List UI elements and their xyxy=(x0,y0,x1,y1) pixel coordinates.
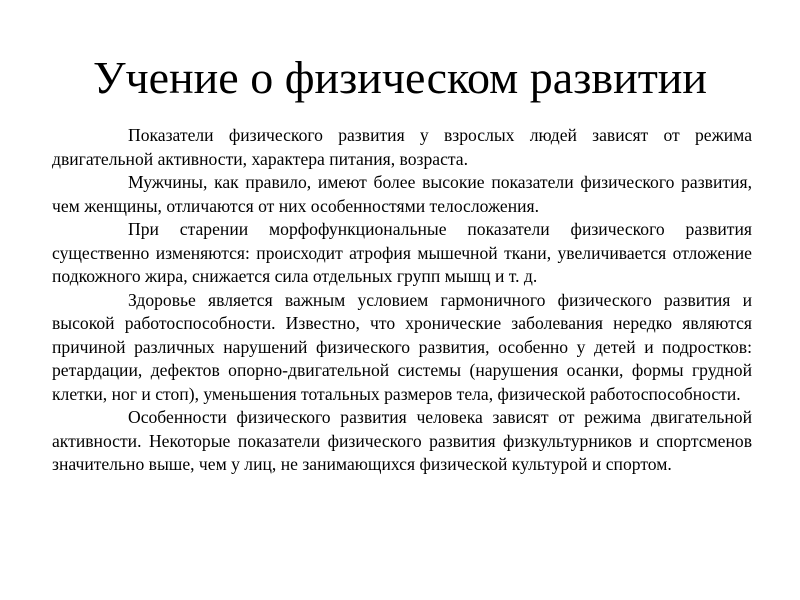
slide-title: Учение о физическом развитии xyxy=(92,52,708,103)
paragraph-men-women: Мужчины, как правило, имеют более высокие показатели физического развития, чем женщины, отличаются от них особенностями телосложения. xyxy=(52,172,752,216)
paragraph-adults: Показатели физического развития у взрослых людей зависят от режима двигательной активности, характера питания, возраста. xyxy=(52,125,752,169)
paragraph-aging: При старении морфофункциональные показатели физического развития существенно изменяются: происходит атрофия мышечной ткани, увеличивается отложение подкожного жира, снижается сила отдельных групп мышц и т. д. xyxy=(52,219,752,286)
paragraph-health: Здоровье является важным условием гармоничного физического развития и высокой работоспособности. Известно, что хронические заболевания нередко являются причиной различных нарушений физического развития, особенно у детей и подростков: ретардации, дефектов опорно-двигательной системы (нарушения осанки, формы грудной клетки, ног и стоп), уменьшения тотальных размеров тела, физической работоспособности. xyxy=(52,289,752,404)
paragraph-activity: Особенности физического развития человека зависят от режима двигательной активности. Некоторые показатели физического развития физкультурников и спортсменов значительно выше, чем у лиц, не занимающихся физической культурой и спортом. xyxy=(52,407,752,474)
slide-body xyxy=(52,124,752,477)
